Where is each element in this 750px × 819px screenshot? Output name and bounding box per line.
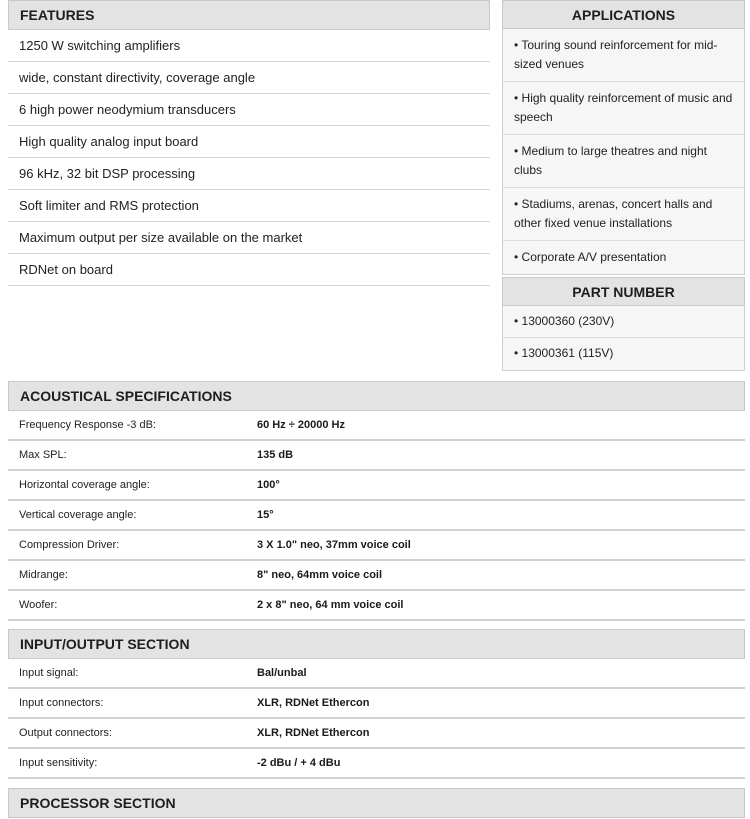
spec-value: 15° — [257, 509, 274, 521]
application-item: • Stadiums, arenas, concert halls and other fixed venue installations — [503, 188, 744, 241]
spec-label: Input connectors: — [19, 697, 104, 709]
spec-value: Bal/unbal — [257, 667, 307, 679]
spec-label: Output connectors: — [19, 727, 112, 739]
spec-value: XLR, RDNet Ethercon — [257, 727, 370, 739]
spec-value: XLR, RDNet Ethercon — [257, 697, 370, 709]
part-number-list — [502, 306, 745, 371]
spec-row-max-spl — [8, 441, 745, 471]
features-panel — [8, 0, 490, 286]
spec-value: 60 Hz ÷ 20000 Hz — [257, 419, 345, 431]
spec-row-vertical-coverage — [8, 501, 745, 531]
application-item: • Touring sound reinforcement for mid-sized venues — [503, 29, 744, 82]
spec-row-frequency-response — [8, 411, 745, 441]
spec-label: Input signal: — [19, 667, 79, 679]
applications-title: APPLICATIONS — [502, 0, 745, 29]
spec-value: -2 dBu / + 4 dBu — [257, 757, 341, 769]
input-output-section — [8, 629, 745, 779]
spec-label: Frequency Response -3 dB: — [19, 419, 156, 431]
spec-row-output-connectors — [8, 719, 745, 749]
spec-label: Midrange: — [19, 569, 68, 581]
feature-item: wide, constant directivity, coverage angle — [8, 62, 490, 94]
feature-item: RDNet on board — [8, 254, 490, 286]
feature-item: 6 high power neodymium transducers — [8, 94, 490, 126]
application-item: • High quality reinforcement of music and speech — [503, 82, 744, 135]
acoustical-title: ACOUSTICAL SPECIFICATIONS — [8, 381, 745, 411]
part-number-item: • 13000360 (230V) — [503, 306, 744, 338]
spec-label: Vertical coverage angle: — [19, 509, 137, 521]
spec-value: 100° — [257, 479, 280, 491]
spec-row-horizontal-coverage — [8, 471, 745, 501]
applications-panel — [502, 0, 745, 275]
part-number-title: PART NUMBER — [502, 277, 745, 306]
part-number-panel — [502, 277, 745, 371]
spec-row-compression-driver — [8, 531, 745, 561]
spec-value: 2 x 8" neo, 64 mm voice coil — [257, 599, 404, 611]
spec-value: 3 X 1.0" neo, 37mm voice coil — [257, 539, 411, 551]
spec-row-input-connectors — [8, 689, 745, 719]
processor-section — [8, 788, 745, 818]
spec-value: 135 dB — [257, 449, 294, 461]
feature-item: Maximum output per size available on the market — [8, 222, 490, 254]
spec-label: Compression Driver: — [19, 539, 120, 551]
part-number-item: • 13000361 (115V) — [503, 338, 744, 370]
spec-value: 8" neo, 64mm voice coil — [257, 569, 383, 581]
feature-item: 1250 W switching amplifiers — [8, 30, 490, 62]
application-item: • Corporate A/V presentation — [503, 241, 744, 274]
processor-title: PROCESSOR SECTION — [8, 788, 745, 818]
spec-row-midrange — [8, 561, 745, 591]
io-title: INPUT/OUTPUT SECTION — [8, 629, 745, 659]
spec-label: Woofer: — [19, 599, 58, 611]
spec-row-input-sensitivity — [8, 749, 745, 779]
spec-label: Input sensitivity: — [19, 757, 98, 769]
feature-item: High quality analog input board — [8, 126, 490, 158]
applications-list — [502, 29, 745, 275]
spec-row-woofer — [8, 591, 745, 621]
application-item: • Medium to large theatres and night clubs — [503, 135, 744, 188]
spec-row-input-signal — [8, 659, 745, 689]
spec-label: Max SPL: — [19, 449, 67, 461]
features-title: FEATURES — [8, 0, 490, 30]
acoustical-specifications-section — [8, 381, 745, 621]
spec-label: Horizontal coverage angle: — [19, 479, 150, 491]
feature-item: 96 kHz, 32 bit DSP processing — [8, 158, 490, 190]
feature-item: Soft limiter and RMS protection — [8, 190, 490, 222]
